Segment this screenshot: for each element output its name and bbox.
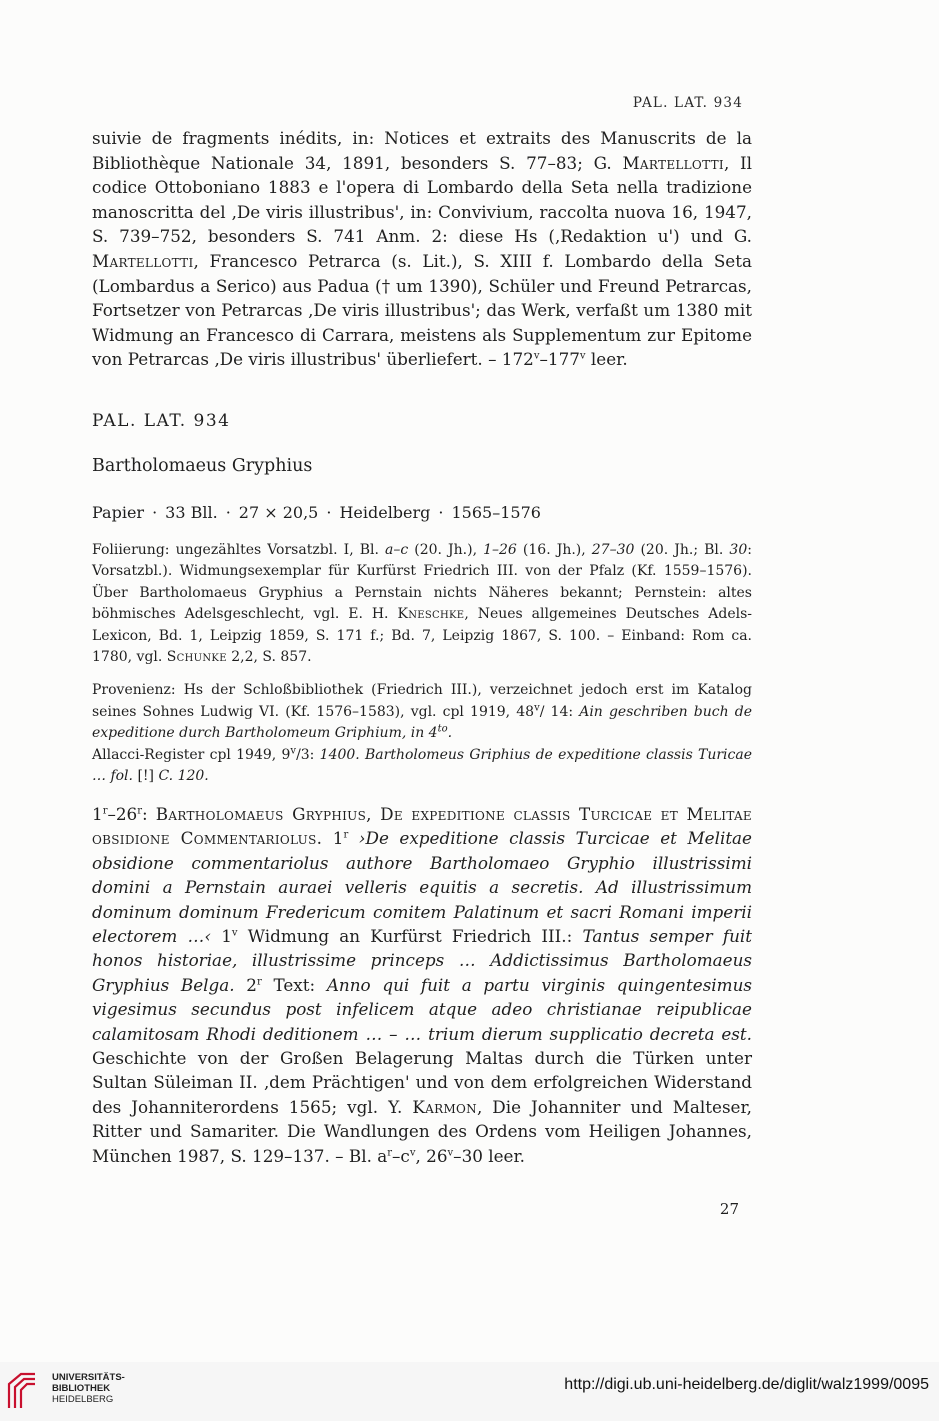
logo-line-2: BIBLIOTHEK <box>52 1383 111 1394</box>
meta-separator: · <box>438 503 444 522</box>
page-number: 27 <box>719 1200 739 1218</box>
meta-separator: · <box>152 503 158 522</box>
meta-leaves: 33 Bll. <box>165 503 218 522</box>
library-logo-icon <box>5 1370 47 1410</box>
codicological-description <box>92 540 752 787</box>
allacci-paragraph: Allacci-Register cpl 1949, 9$^v$/3: 1400. Bartholomeus Griphius de expeditione classis Turicae … fol. [!] C. 120. <box>92 745 753 785</box>
meta-date: 1565–1576 <box>451 503 541 522</box>
permalink-url[interactable]: http://digi.ub.uni-heidelberg.de/diglit/walz1999/0095 <box>564 1376 929 1393</box>
meta-place: Heidelberg <box>339 503 431 522</box>
logo-line-1: UNIVERSITÄTS- <box>52 1372 125 1383</box>
logo-line-3: HEIDELBERG <box>52 1394 114 1405</box>
intro-text: suivie de fragments inédits, in: Notices et extraits des Manuscrits de la Bibliothèque Nationale 34, 1891, besonders S. 77–83; G. Martellotti, Il codice Ottoboniano 1883 e l'opera di Lombardo della Seta nella tradizione manoscritta del ‚De viris illustribus', in: Convivium, raccolta nuova 16, 1947, S. 739–752, besonders S. 741 Anm. 2: diese Hs (‚Redaktion u') und G. Martellotti, Francesco Petrarca (s. Lit.), S. XIII f. Lombardo della Seta (Lombardus a Serico) aus Padua († um 1390), Schüler und Freund Petrarcas, Fortsetzer von Petrarcas ‚De viris illustribus'; das Werk, verfaßt um 1380 mit Widmung an Francesco di Carrara, meistens als Supplementum zur Epitome von Petrarcas ‚De viris illustribus' überliefert. – 172$^v$–177$^v$ leer. <box>92 128 752 370</box>
shelfmark-heading: PAL. LAT. 934 <box>92 411 231 431</box>
running-head: PAL. LAT. 934 <box>632 95 743 111</box>
meta-separator: · <box>326 503 332 522</box>
library-logo-text <box>52 1372 125 1405</box>
manuscript-title: Bartholomaeus Gryphius <box>92 456 313 476</box>
content-description <box>92 802 752 1168</box>
foliation-paragraph: Foliierung: ungezähltes Vorsatzbl. I, Bl. a–c (20. Jh.), 1–26 (16. Jh.), 27–30 (20. Jh.; Bl. 30: Vorsatzbl.). Widmungsexemplar für Kurfürst Friedrich III. von der Pfalz (Kf. 1559–1576). Über Bartholomaeus Gryphius a Pernstain nichts Näheres bekannt; Pernstein: altes böhmisches Adelsgeschlecht, vgl. E. H. Kneschke, Neues allgemeines Deutsches Adels-Lexicon, Bd. 1, Leipzig 1859, S. 171 f.; Bd. 7, Leipzig 1867, S. 100. – Einband: Rom ca. 1780, vgl. Schunke 2,2, S. 857. <box>92 542 752 666</box>
provenance-paragraph: Provenienz: Hs der Schloßbibliothek (Friedrich III.), verzeichnet jedoch erst im Katalog seines Sohnes Ludwig VI. (Kf. 1576–1583), vgl. cpl 1919, 48$^v$/ 14: Ain geschriben buch de expeditione durch Bartholomeum Griphium, in $4^{to}$. <box>92 682 752 742</box>
meta-separator: · <box>225 503 231 522</box>
meta-size: 27 × 20,5 <box>238 503 319 522</box>
footer-bar <box>0 1362 939 1421</box>
intro-paragraph <box>92 126 752 372</box>
meta-material: Papier <box>92 503 145 522</box>
manuscript-meta-line <box>92 503 752 522</box>
content-paragraph: 1$^r$–26$^r$: Bartholomaeus Gryphius, De expeditione classis Turcicae et Melitae obsidione Commentariolus. 1$^r$ ›De expeditione classis Turcicae et Melitae obsidione commentariolus authore Bartholomaeo Gryphio illustrissimi domini a Pernstain auraei velleris equitis a secretis. Ad illustrissimum dominum dominum Fredericum comitem Palatinum et sacri Romani imperii electorem …‹ 1$^v$ Widmung an Kurfürst Friedrich III.: Tantus semper fuit honos historiae, illustrissime princeps … Addictissimus Bartholomaeus Gryphius Belga. 2$^r$ Text: Anno qui fuit a partu virginis quingentesimus vigesimus secundus post infelicem atque adeo christianae reipublicae calamitosam Rhodi deditionem … – … trium dierum supplicatio decreta est. Geschichte von der Großen Belagerung Maltas durch die Türken unter Sultan Süleiman II. ‚dem Prächtigen' und von dem erfolgreichen Widerstand des Johanniterordens 1565; vgl. Y. Karmon, Die Johanniter und Malteser, Ritter und Samariter. Die Wandlungen des Ordens vom Heiligen Johannes, München 1987, S. 129–137. – Bl. $a^r-c^v$, 26$^v$–30 leer. <box>92 804 753 1166</box>
